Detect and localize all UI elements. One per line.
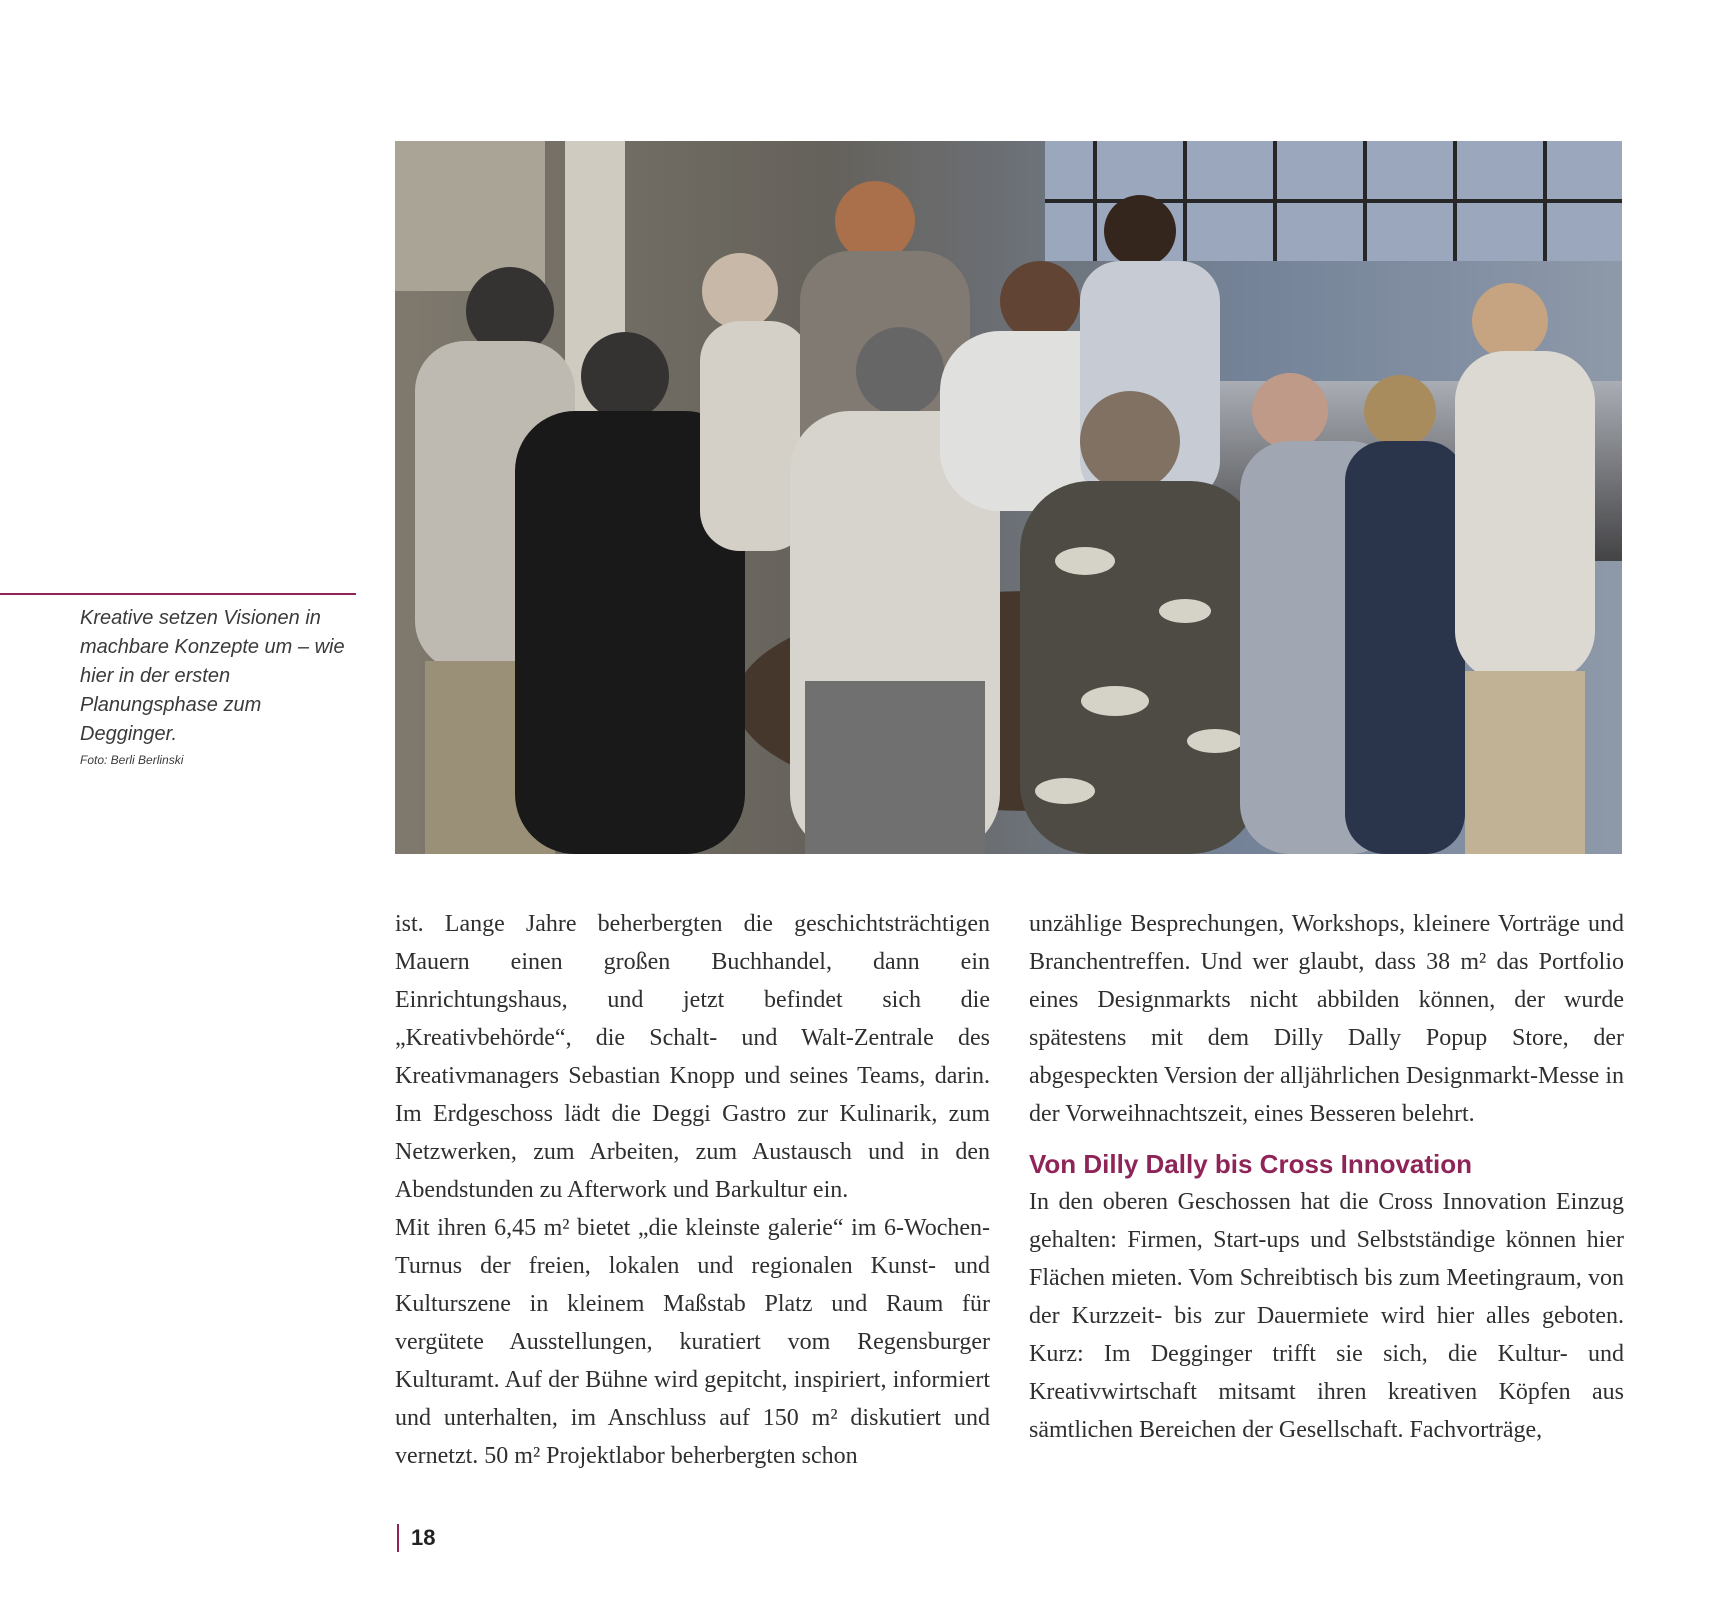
paragraph: ist. Lange Jahre beherbergten die geschichtsträchtigen Mauern einen großen Buchhandel, dann ein Einrichtungshaus, und jetzt befindet sich die „Kreativbehörde“, die Schalt- und Walt-Zentrale des Kreativmanagers Sebastian Knopp und seines Teams, darin. Im Erdgeschoss lädt die Deggi Gastro zur Kulinarik, zum Netzwerken, zum Arbeiten, zum Austausch und in den Abendstunden zu Afterwork und Barkultur ein. <box>395 911 990 1203</box>
caption-text: Kreative setzen Visionen in machbare Konzepte um – wie hier in der ersten Planungsphase zum Degginger. <box>80 607 345 745</box>
page-number: 18 <box>397 1524 435 1552</box>
paragraph: Mit ihren 6,45 m² bietet „die kleinste galerie“ im 6-Wochen-Turnus der freien, lokalen und regionalen Kunst- und Kulturszene in kleinem Maßstab Platz und Raum für vergütete Ausstellungen, kuratiert vom Regensburger Kulturamt. Auf der Bühne wird gepitcht, inspiriert, informiert und unterhalten, im Anschluss auf 150 m² diskutiert und vernetzt. 50 m² Projektlabor beherbergten schon <box>395 1215 990 1469</box>
article-column-left <box>395 905 990 1475</box>
photo-caption <box>80 604 356 768</box>
photo-credit: Foto: Berli Berlinski <box>80 753 184 767</box>
group-photo-illustration <box>395 141 1622 854</box>
section-heading: Von Dilly Dally bis Cross Innovation <box>1029 1149 1473 1179</box>
paragraph: unzählige Besprechungen, Workshops, kleinere Vorträge und Branchentreffen. Und wer glaubt, dass 38 m² das Portfolio eines Designmarkts nicht abbilden können, der wurde spätestens mit dem Dilly Dally Popup Store, der abgespeckten Version der alljährlichen Designmarkt-Messe in der Vorweihnachtszeit, eines Besseren belehrt. <box>1029 911 1624 1127</box>
paragraph: In den oberen Geschossen hat die Cross Innovation Einzug gehalten: Firmen, Start-ups und Selbstständige können hier Flächen mieten. Vom Schreibtisch bis zum Meetingraum, von der Kurzzeit- bis zur Dauermiete wird hier alles geboten. Kurz: Im Degginger trifft sie sich, die Kultur- und Kreativwirtschaft mitsamt ihren kreativen Köpfen aus sämtlichen Bereichen der Gesellschaft. Fachvorträge, <box>1029 1189 1624 1443</box>
caption-rule <box>0 593 356 595</box>
article-photo <box>395 141 1622 854</box>
article-column-right <box>1029 905 1624 1449</box>
